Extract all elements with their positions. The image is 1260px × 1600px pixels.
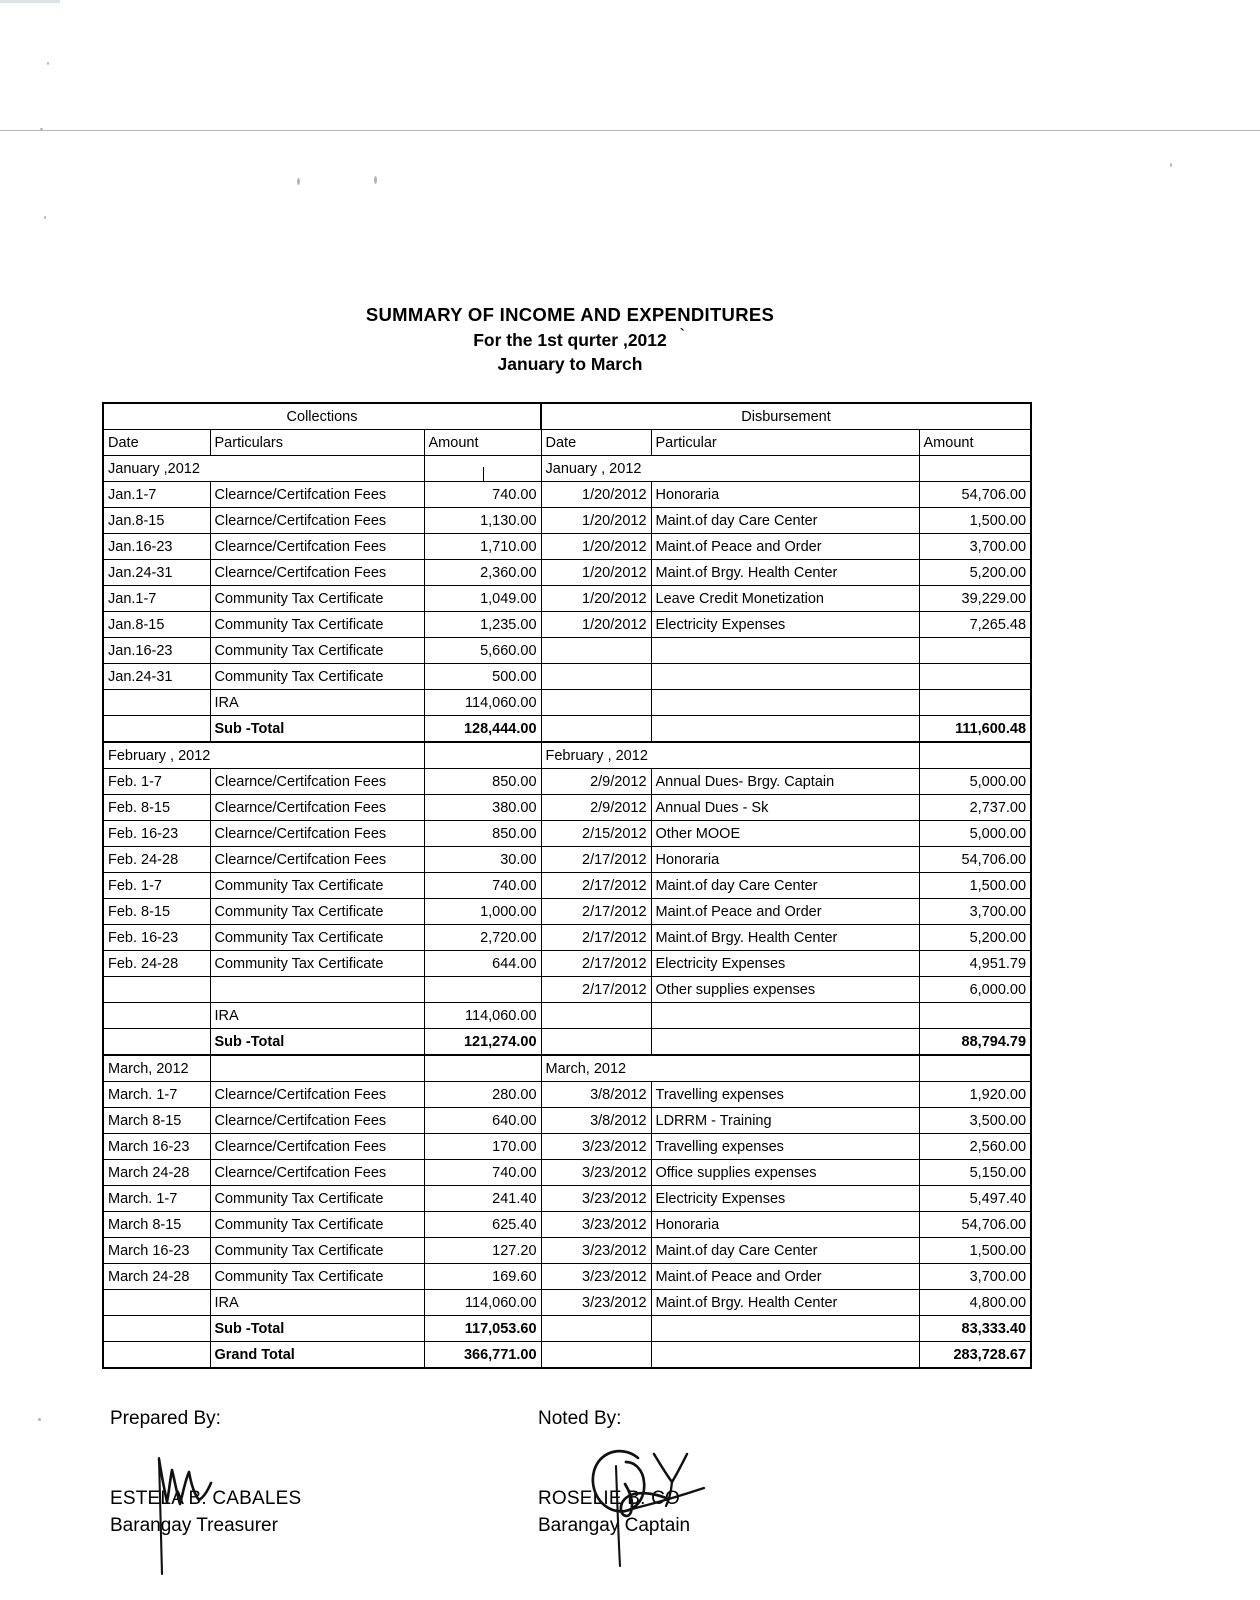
cell-disbursement-particular: Maint.of day Care Center xyxy=(651,1238,919,1264)
cell-collections-date: Jan.1-7 xyxy=(103,482,210,508)
cell-disbursement-particular: Annual Dues - Sk xyxy=(651,795,919,821)
subtotal-disbursement-amount: 111,600.48 xyxy=(919,716,1031,743)
cell-collections-amount: 1,235.00 xyxy=(424,612,541,638)
cell-collections-date: March 24-28 xyxy=(103,1264,210,1290)
cell-disbursement-particular: Maint.of Peace and Order xyxy=(651,1264,919,1290)
table-row xyxy=(103,1082,1031,1108)
cell-disbursement-particular: Maint.of Peace and Order xyxy=(651,534,919,560)
cell-disbursement-amount xyxy=(919,690,1031,716)
cell-collections-date xyxy=(103,977,210,1003)
month-spacer-collections-amount xyxy=(424,456,541,482)
cell-collections-particulars: Community Tax Certificate xyxy=(210,612,424,638)
cell-collections-date: March 24-28 xyxy=(103,1160,210,1186)
table-row xyxy=(103,873,1031,899)
subtotal-row xyxy=(103,1029,1031,1056)
cell-disbursement-date: 2/15/2012 xyxy=(541,821,651,847)
month-spacer-disbursement-amount xyxy=(919,742,1031,769)
cell-collections-amount: 170.00 xyxy=(424,1134,541,1160)
cell-disbursement-amount: 39,229.00 xyxy=(919,586,1031,612)
captain-role: Barangay Captain xyxy=(538,1514,691,1536)
table-row xyxy=(103,899,1031,925)
subtotal-spacer xyxy=(103,1029,210,1056)
grand-total-label: Grand Total xyxy=(210,1342,424,1369)
cell-collections-amount: 30.00 xyxy=(424,847,541,873)
cell-collections-date: Feb. 24-28 xyxy=(103,951,210,977)
cell-collections-particulars: Clearnce/Certifcation Fees xyxy=(210,508,424,534)
subtotal-disbursement-amount: 88,794.79 xyxy=(919,1029,1031,1056)
cell-disbursement-date: 1/20/2012 xyxy=(541,560,651,586)
ledger-body xyxy=(103,403,1031,1368)
column-header-collections-particulars: Particulars xyxy=(210,430,424,456)
cell-disbursement-date: 3/23/2012 xyxy=(541,1134,651,1160)
cell-collections-date: Jan.8-15 xyxy=(103,508,210,534)
cell-disbursement-amount: 1,920.00 xyxy=(919,1082,1031,1108)
cell-collections-date: March 8-15 xyxy=(103,1212,210,1238)
cell-disbursement-amount: 54,706.00 xyxy=(919,1212,1031,1238)
grand-total-spacer-date xyxy=(541,1342,651,1369)
column-header-disbursement-amount: Amount xyxy=(919,430,1031,456)
cell-collections-amount: 114,060.00 xyxy=(424,1290,541,1316)
cell-disbursement-date: 2/17/2012 xyxy=(541,925,651,951)
cell-disbursement-amount: 2,737.00 xyxy=(919,795,1031,821)
cell-collections-amount: 740.00 xyxy=(424,873,541,899)
cell-disbursement-amount: 7,265.48 xyxy=(919,612,1031,638)
cell-disbursement-amount: 2,560.00 xyxy=(919,1134,1031,1160)
cell-collections-amount: 740.00 xyxy=(424,482,541,508)
cell-collections-amount: 850.00 xyxy=(424,821,541,847)
cell-collections-amount: 500.00 xyxy=(424,664,541,690)
table-row xyxy=(103,1134,1031,1160)
subtotal-collections-amount: 117,053.60 xyxy=(424,1316,541,1342)
subtotal-spacer-particular xyxy=(651,716,919,743)
group-header-row xyxy=(103,403,1031,430)
subtotal-collections-amount: 121,274.00 xyxy=(424,1029,541,1056)
cell-collections-particulars: Community Tax Certificate xyxy=(210,925,424,951)
cell-collections-amount: 1,049.00 xyxy=(424,586,541,612)
document-subtitle xyxy=(473,325,685,353)
grand-total-row xyxy=(103,1342,1031,1369)
subtotal-spacer xyxy=(103,716,210,743)
column-header-disbursement-particular: Particular xyxy=(651,430,919,456)
cell-collections-amount: 114,060.00 xyxy=(424,690,541,716)
cell-collections-date: Feb. 8-15 xyxy=(103,899,210,925)
cell-disbursement-amount xyxy=(919,664,1031,690)
cell-collections-amount: 850.00 xyxy=(424,769,541,795)
cell-collections-date: Feb. 16-23 xyxy=(103,925,210,951)
scan-speck xyxy=(374,176,377,184)
prepared-by-label: Prepared By: xyxy=(110,1408,221,1429)
column-header-row xyxy=(103,430,1031,456)
table-row xyxy=(103,951,1031,977)
scan-speck xyxy=(1170,163,1172,167)
cell-disbursement-date: 1/20/2012 xyxy=(541,508,651,534)
cell-collections-date: March 16-23 xyxy=(103,1134,210,1160)
cell-disbursement-amount xyxy=(919,638,1031,664)
cell-disbursement-date xyxy=(541,1003,651,1029)
cell-disbursement-particular: Office supplies expenses xyxy=(651,1160,919,1186)
captain-name: ROSELIE B. CO xyxy=(538,1488,680,1509)
group-header-collections: Collections xyxy=(103,403,541,430)
cell-collections-particulars: IRA xyxy=(210,690,424,716)
cell-collections-amount: 241.40 xyxy=(424,1186,541,1212)
cell-collections-particulars: IRA xyxy=(210,1290,424,1316)
scan-corner-artifact xyxy=(0,0,60,3)
cell-collections-amount: 1,130.00 xyxy=(424,508,541,534)
signature-block xyxy=(0,1408,1260,1598)
cell-disbursement-particular: Maint.of Brgy. Health Center xyxy=(651,925,919,951)
table-row xyxy=(103,1264,1031,1290)
cell-collections-particulars: Community Tax Certificate xyxy=(210,899,424,925)
cell-disbursement-date: 1/20/2012 xyxy=(541,612,651,638)
signature-noted-by xyxy=(538,1408,690,1540)
cell-collections-particulars: Clearnce/Certifcation Fees xyxy=(210,534,424,560)
cell-collections-amount: 380.00 xyxy=(424,795,541,821)
cell-collections-date: Jan.24-31 xyxy=(103,560,210,586)
month-label-row xyxy=(103,456,1031,482)
cell-disbursement-amount: 5,497.40 xyxy=(919,1186,1031,1212)
cell-disbursement-particular: Electricity Expenses xyxy=(651,951,919,977)
cell-disbursement-particular: Maint.of day Care Center xyxy=(651,873,919,899)
cell-collections-particulars: Community Tax Certificate xyxy=(210,1186,424,1212)
cell-disbursement-date: 3/8/2012 xyxy=(541,1108,651,1134)
month-label-row xyxy=(103,742,1031,769)
cell-collections-date xyxy=(103,1290,210,1316)
cell-disbursement-particular: Travelling expenses xyxy=(651,1134,919,1160)
ledger-table-container xyxy=(102,402,1030,1369)
subtotal-spacer-date xyxy=(541,1316,651,1342)
cell-disbursement-amount: 5,000.00 xyxy=(919,821,1031,847)
table-row xyxy=(103,1212,1031,1238)
scan-speck xyxy=(40,128,43,130)
cell-collections-date: Jan.16-23 xyxy=(103,534,210,560)
table-row xyxy=(103,1238,1031,1264)
column-header-disbursement-date: Date xyxy=(541,430,651,456)
subtotal-spacer-particular xyxy=(651,1029,919,1056)
month-label-row xyxy=(103,1055,1031,1082)
cell-disbursement-amount: 1,500.00 xyxy=(919,873,1031,899)
scan-edge-line xyxy=(0,130,1260,131)
cell-disbursement-particular: Maint.of Brgy. Health Center xyxy=(651,1290,919,1316)
cell-collections-amount: 114,060.00 xyxy=(424,1003,541,1029)
cell-disbursement-date: 2/9/2012 xyxy=(541,795,651,821)
table-row xyxy=(103,664,1031,690)
cell-disbursement-amount: 4,800.00 xyxy=(919,1290,1031,1316)
cell-disbursement-amount: 3,700.00 xyxy=(919,899,1031,925)
cell-collections-particulars: Community Tax Certificate xyxy=(210,1238,424,1264)
cell-collections-particulars: Community Tax Certificate xyxy=(210,586,424,612)
noted-by-label: Noted By: xyxy=(538,1408,622,1429)
page-title: SUMMARY OF INCOME AND EXPENDITURES xyxy=(365,304,775,325)
cell-disbursement-amount: 54,706.00 xyxy=(919,847,1031,873)
table-row xyxy=(103,769,1031,795)
cell-disbursement-date: 1/20/2012 xyxy=(541,534,651,560)
cell-disbursement-date: 1/20/2012 xyxy=(541,482,651,508)
cell-collections-date: March. 1-7 xyxy=(103,1186,210,1212)
cell-collections-particulars: Clearnce/Certifcation Fees xyxy=(210,1134,424,1160)
cell-collections-particulars: Community Tax Certificate xyxy=(210,638,424,664)
subtotal-label: Sub -Total xyxy=(210,1316,424,1342)
cell-disbursement-particular xyxy=(651,690,919,716)
cell-disbursement-particular: Maint.of Peace and Order xyxy=(651,899,919,925)
cell-disbursement-amount: 5,200.00 xyxy=(919,925,1031,951)
cell-disbursement-amount: 5,200.00 xyxy=(919,560,1031,586)
cell-collections-amount: 644.00 xyxy=(424,951,541,977)
table-row-ira xyxy=(103,1290,1031,1316)
cell-collections-date: March 16-23 xyxy=(103,1238,210,1264)
signature-prepared-by xyxy=(110,1408,301,1540)
month-label-disbursement: March, 2012 xyxy=(541,1055,919,1082)
cell-disbursement-date: 2/17/2012 xyxy=(541,847,651,873)
cell-collections-date: Jan.16-23 xyxy=(103,638,210,664)
cell-disbursement-date: 2/17/2012 xyxy=(541,977,651,1003)
cell-collections-amount: 2,360.00 xyxy=(424,560,541,586)
table-row xyxy=(103,1108,1031,1134)
cell-collections-particulars: Community Tax Certificate xyxy=(210,1212,424,1238)
cell-disbursement-particular: Maint.of day Care Center xyxy=(651,508,919,534)
cell-collections-particulars: Community Tax Certificate xyxy=(210,664,424,690)
cell-collections-date: Jan.24-31 xyxy=(103,664,210,690)
subtotal-label: Sub -Total xyxy=(210,716,424,743)
cell-collections-amount: 625.40 xyxy=(424,1212,541,1238)
cell-disbursement-particular: Maint.of Brgy. Health Center xyxy=(651,560,919,586)
cell-disbursement-date: 3/23/2012 xyxy=(541,1290,651,1316)
cell-disbursement-date: 3/23/2012 xyxy=(541,1264,651,1290)
table-row-ira xyxy=(103,1003,1031,1029)
month-label-collections: January ,2012 xyxy=(103,456,424,482)
cell-collections-date: Jan.1-7 xyxy=(103,586,210,612)
subtotal-label: Sub -Total xyxy=(210,1029,424,1056)
scan-speck xyxy=(297,178,300,185)
subtotal-row xyxy=(103,716,1031,743)
table-row xyxy=(103,560,1031,586)
cell-disbursement-particular: Honoraria xyxy=(651,1212,919,1238)
cell-disbursement-amount: 54,706.00 xyxy=(919,482,1031,508)
month-spacer-disbursement-amount xyxy=(919,456,1031,482)
cell-collections-particulars: Clearnce/Certifcation Fees xyxy=(210,821,424,847)
cell-collections-amount: 5,660.00 xyxy=(424,638,541,664)
cell-collections-amount: 1,710.00 xyxy=(424,534,541,560)
group-header-disbursement: Disbursement xyxy=(541,403,1031,430)
cell-disbursement-amount: 3,700.00 xyxy=(919,534,1031,560)
table-row xyxy=(103,638,1031,664)
subtotal-row xyxy=(103,1316,1031,1342)
month-label-disbursement: January , 2012 xyxy=(541,456,919,482)
cell-collections-particulars: Community Tax Certificate xyxy=(210,951,424,977)
cell-disbursement-date: 1/20/2012 xyxy=(541,586,651,612)
cell-disbursement-particular: Honoraria xyxy=(651,847,919,873)
cell-collections-particulars: Community Tax Certificate xyxy=(210,1264,424,1290)
cell-disbursement-amount: 5,150.00 xyxy=(919,1160,1031,1186)
cell-disbursement-date: 3/23/2012 xyxy=(541,1238,651,1264)
table-row xyxy=(103,612,1031,638)
table-row xyxy=(103,847,1031,873)
cell-disbursement-particular xyxy=(651,638,919,664)
cell-collections-particulars: Clearnce/Certifcation Fees xyxy=(210,795,424,821)
cell-collections-amount: 640.00 xyxy=(424,1108,541,1134)
subtitle-text: For the 1st qurter ,2012 xyxy=(473,329,667,350)
cell-disbursement-date: 2/17/2012 xyxy=(541,899,651,925)
scan-speck xyxy=(47,62,49,65)
cell-collections-date: Feb. 16-23 xyxy=(103,821,210,847)
table-row xyxy=(103,586,1031,612)
stray-tick-mark: ` xyxy=(679,325,685,343)
cell-disbursement-particular: Honoraria xyxy=(651,482,919,508)
month-label-collections: March, 2012 xyxy=(103,1055,210,1082)
document-header xyxy=(0,302,1140,377)
cell-disbursement-date xyxy=(541,638,651,664)
cell-disbursement-date xyxy=(541,690,651,716)
cell-collections-particulars: Clearnce/Certifcation Fees xyxy=(210,560,424,586)
cell-collections-date xyxy=(103,1003,210,1029)
table-row xyxy=(103,925,1031,951)
scan-speck xyxy=(44,216,46,219)
cell-disbursement-amount xyxy=(919,1003,1031,1029)
cell-collections-particulars: Clearnce/Certifcation Fees xyxy=(210,482,424,508)
cell-collections-date: Feb. 8-15 xyxy=(103,795,210,821)
cell-collections-amount: 740.00 xyxy=(424,1160,541,1186)
table-row xyxy=(103,508,1031,534)
cell-disbursement-particular: Other supplies expenses xyxy=(651,977,919,1003)
document-period: January to March xyxy=(497,354,643,375)
cell-disbursement-amount: 1,500.00 xyxy=(919,508,1031,534)
cell-disbursement-amount: 3,500.00 xyxy=(919,1108,1031,1134)
subtotal-spacer-date xyxy=(541,716,651,743)
cell-disbursement-date xyxy=(541,664,651,690)
cell-collections-particulars: Community Tax Certificate xyxy=(210,873,424,899)
cell-collections-amount: 2,720.00 xyxy=(424,925,541,951)
cell-collections-date: Feb. 1-7 xyxy=(103,873,210,899)
cell-disbursement-date: 3/23/2012 xyxy=(541,1212,651,1238)
cell-disbursement-amount: 5,000.00 xyxy=(919,769,1031,795)
cell-disbursement-particular xyxy=(651,664,919,690)
cell-disbursement-date: 2/9/2012 xyxy=(541,769,651,795)
cell-disbursement-date: 3/8/2012 xyxy=(541,1082,651,1108)
table-row xyxy=(103,482,1031,508)
cell-collections-date xyxy=(103,690,210,716)
column-header-collections-date: Date xyxy=(103,430,210,456)
table-row xyxy=(103,1186,1031,1212)
cell-disbursement-date: 3/23/2012 xyxy=(541,1160,651,1186)
table-row xyxy=(103,977,1031,1003)
cell-collections-amount: 280.00 xyxy=(424,1082,541,1108)
grand-total-spacer-particular xyxy=(651,1342,919,1369)
cell-collections-amount: 1,000.00 xyxy=(424,899,541,925)
month-spacer-collections-particulars xyxy=(210,1055,424,1082)
cell-disbursement-particular: Leave Credit Monetization xyxy=(651,586,919,612)
cell-disbursement-particular: Travelling expenses xyxy=(651,1082,919,1108)
cell-collections-date: Jan.8-15 xyxy=(103,612,210,638)
cell-collections-amount xyxy=(424,977,541,1003)
cell-collections-particulars: Clearnce/Certifcation Fees xyxy=(210,847,424,873)
cell-disbursement-date: 2/17/2012 xyxy=(541,873,651,899)
month-label-collections: February , 2012 xyxy=(103,742,424,769)
cell-collections-date: Feb. 24-28 xyxy=(103,847,210,873)
cell-collections-date: Feb. 1-7 xyxy=(103,769,210,795)
table-row xyxy=(103,534,1031,560)
cell-collections-date: March. 1-7 xyxy=(103,1082,210,1108)
subtotal-spacer xyxy=(103,1316,210,1342)
cell-collections-amount: 169.60 xyxy=(424,1264,541,1290)
subtotal-spacer-particular xyxy=(651,1316,919,1342)
month-label-disbursement: February , 2012 xyxy=(541,742,919,769)
grand-total-spacer xyxy=(103,1342,210,1369)
cell-disbursement-amount: 4,951.79 xyxy=(919,951,1031,977)
table-row xyxy=(103,821,1031,847)
subtotal-spacer-date xyxy=(541,1029,651,1056)
cell-disbursement-date: 3/23/2012 xyxy=(541,1186,651,1212)
cell-disbursement-particular: Electricity Expenses xyxy=(651,1186,919,1212)
month-spacer-collections-amount xyxy=(424,1055,541,1082)
treasurer-name: ESTELA B. CABALES xyxy=(110,1488,302,1509)
cell-disbursement-date: 2/17/2012 xyxy=(541,951,651,977)
income-expenditure-table xyxy=(102,402,1032,1369)
cell-disbursement-particular: Electricity Expenses xyxy=(651,612,919,638)
cell-collections-particulars xyxy=(210,977,424,1003)
cell-collections-amount: 127.20 xyxy=(424,1238,541,1264)
month-spacer-disbursement-amount xyxy=(919,1055,1031,1082)
grand-total-collections-amount: 366,771.00 xyxy=(424,1342,541,1369)
cell-disbursement-amount: 6,000.00 xyxy=(919,977,1031,1003)
grand-total-disbursement-amount: 283,728.67 xyxy=(919,1342,1031,1369)
cell-collections-particulars: Clearnce/Certifcation Fees xyxy=(210,1160,424,1186)
cell-collections-particulars: IRA xyxy=(210,1003,424,1029)
subtotal-collections-amount: 128,444.00 xyxy=(424,716,541,743)
cell-disbursement-amount: 3,700.00 xyxy=(919,1264,1031,1290)
cell-disbursement-particular xyxy=(651,1003,919,1029)
treasurer-role: Barangay Treasurer xyxy=(110,1514,278,1536)
table-row xyxy=(103,1160,1031,1186)
cell-collections-particulars: Clearnce/Certifcation Fees xyxy=(210,1082,424,1108)
cell-collections-particulars: Clearnce/Certifcation Fees xyxy=(210,769,424,795)
subtotal-disbursement-amount: 83,333.40 xyxy=(919,1316,1031,1342)
cell-collections-particulars: Clearnce/Certifcation Fees xyxy=(210,1108,424,1134)
table-row xyxy=(103,795,1031,821)
month-spacer-collections-amount xyxy=(424,742,541,769)
cell-disbursement-particular: LDRRM - Training xyxy=(651,1108,919,1134)
table-row-ira xyxy=(103,690,1031,716)
cell-collections-date: March 8-15 xyxy=(103,1108,210,1134)
cell-disbursement-particular: Annual Dues- Brgy. Captain xyxy=(651,769,919,795)
cell-disbursement-amount: 1,500.00 xyxy=(919,1238,1031,1264)
column-header-collections-amount: Amount xyxy=(424,430,541,456)
cell-disbursement-particular: Other MOOE xyxy=(651,821,919,847)
